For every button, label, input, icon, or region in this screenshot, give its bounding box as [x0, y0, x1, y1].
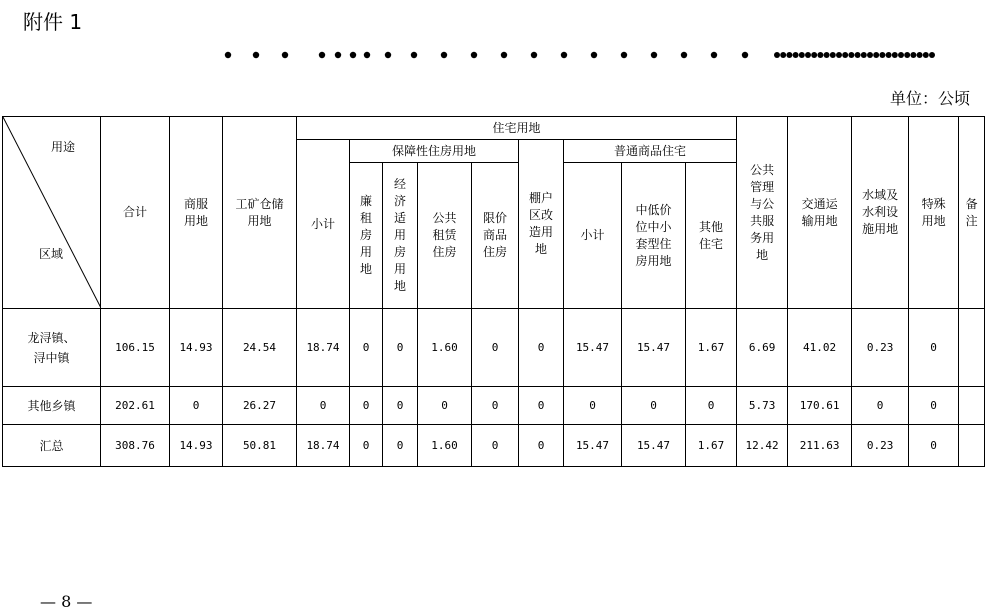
header-public-mgmt: 公共 管理 与公 共服 务用 地	[737, 117, 788, 309]
table-cell: 14.93	[170, 309, 223, 387]
table-cell	[959, 425, 985, 467]
table-cell: 0	[350, 425, 383, 467]
corner-usage-label: 用途	[51, 140, 76, 154]
table-cell: 308.76	[101, 425, 170, 467]
header-economic: 经 济 适 用 房 用 地	[383, 163, 418, 309]
header-ordinary: 普通商品住宅	[564, 140, 737, 163]
table-row	[3, 425, 985, 467]
land-use-table	[2, 116, 985, 467]
table-cell: 0	[383, 309, 418, 387]
header-affordable: 保障性住房用地	[350, 140, 519, 163]
header-transport: 交通运 输用地	[788, 117, 852, 309]
table-cell: 0	[686, 387, 737, 425]
table-cell: 0	[852, 387, 909, 425]
table-cell: 0	[297, 387, 350, 425]
header-shantytown: 棚户 区改 造用 地	[519, 140, 564, 309]
table-cell: 106.15	[101, 309, 170, 387]
table-cell: 0.23	[852, 309, 909, 387]
header-ordinary-subtotal: 小计	[564, 163, 622, 309]
table-cell: 0	[383, 387, 418, 425]
header-remarks: 备 注	[959, 117, 985, 309]
table-cell: 18.74	[297, 425, 350, 467]
header-lowrent: 廉 租 房 用 地	[350, 163, 383, 309]
table-cell: 5.73	[737, 387, 788, 425]
table-cell: 0	[564, 387, 622, 425]
table-cell: 6.69	[737, 309, 788, 387]
table-cell: 24.54	[223, 309, 297, 387]
table-cell: 12.42	[737, 425, 788, 467]
corner-header-cell	[3, 117, 101, 309]
header-water: 水域及 水利设 施用地	[852, 117, 909, 309]
table-cell: 0	[418, 387, 472, 425]
table-cell: 202.61	[101, 387, 170, 425]
table-cell	[959, 309, 985, 387]
table-cell: 0	[170, 387, 223, 425]
header-price-limited: 限价 商品 住房	[472, 163, 519, 309]
table-cell: 0	[519, 387, 564, 425]
corner-region-label: 区域	[39, 247, 64, 261]
table-cell: 0	[519, 309, 564, 387]
attachment-label: 附件 1	[23, 10, 83, 34]
table-cell: 1.60	[418, 425, 472, 467]
table-cell: 0	[622, 387, 686, 425]
table-cell: 1.67	[686, 309, 737, 387]
table-cell: 0	[350, 309, 383, 387]
table-cell: 1.67	[686, 425, 737, 467]
table-cell: 0.23	[852, 425, 909, 467]
table-cell: 0	[472, 309, 519, 387]
header-commercial: 商服 用地	[170, 117, 223, 309]
header-public-rental: 公共 租赁 住房	[418, 163, 472, 309]
header-industrial: 工矿仓储 用地	[223, 117, 297, 309]
table-cell: 211.63	[788, 425, 852, 467]
row-region-label: 龙浔镇、 浔中镇	[3, 309, 101, 387]
table-cell: 0	[519, 425, 564, 467]
table-cell: 15.47	[564, 309, 622, 387]
table-cell: 0	[472, 425, 519, 467]
table-cell: 26.27	[223, 387, 297, 425]
row-region-label: 其他乡镇	[3, 387, 101, 425]
table-row	[3, 309, 985, 387]
table-cell: 0	[472, 387, 519, 425]
table-cell	[959, 387, 985, 425]
table-cell: 1.60	[418, 309, 472, 387]
table-cell: 18.74	[297, 309, 350, 387]
table-cell: 0	[383, 425, 418, 467]
row-region-label: 汇总	[3, 425, 101, 467]
header-subtotal: 小计	[297, 140, 350, 309]
table-cell: 170.61	[788, 387, 852, 425]
table-cell: 0	[909, 309, 959, 387]
header-residential: 住宅用地	[297, 117, 737, 140]
page-number: — 8 —	[40, 592, 93, 611]
header-total: 合计	[101, 117, 170, 309]
table-cell: 0	[909, 387, 959, 425]
table-cell: 0	[909, 425, 959, 467]
unit-label: 单位：公顷	[889, 89, 970, 108]
table-cell: 15.47	[622, 309, 686, 387]
header-other-housing: 其他 住宅	[686, 163, 737, 309]
decorative-dot-row	[0, 0, 1000, 70]
table-cell: 15.47	[564, 425, 622, 467]
table-cell: 15.47	[622, 425, 686, 467]
table-cell: 0	[350, 387, 383, 425]
table-cell: 41.02	[788, 309, 852, 387]
header-special: 特殊 用地	[909, 117, 959, 309]
table-row	[3, 387, 985, 425]
header-mid-low: 中低价 位中小 套型住 房用地	[622, 163, 686, 309]
table-cell: 14.93	[170, 425, 223, 467]
table-cell: 50.81	[223, 425, 297, 467]
